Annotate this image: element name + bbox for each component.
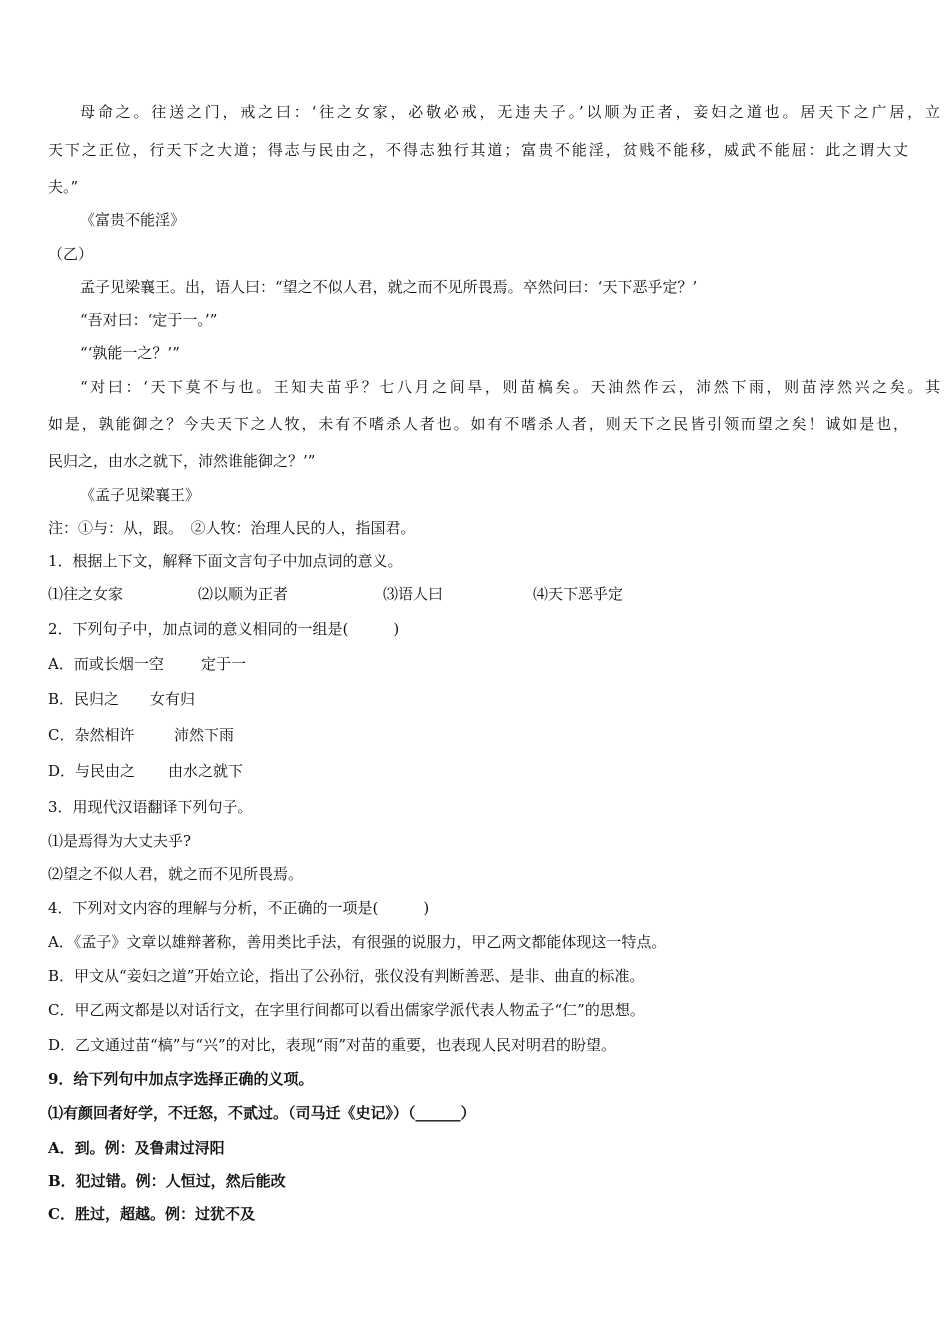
passage-yi-line-4: “对曰：‘天下莫不与也。王知夫苗乎？七八月之间旱，则苗槁矣。天油然作云，沛然下雨，则苗浡然兴之矣。其 — [80, 378, 940, 396]
passage-yi-line-1: 孟子见梁襄王。出，语人曰：“望之不似人君，就之而不见所畏焉。卒然问曰：‘天下恶乎定？’ — [80, 278, 698, 296]
q4-option-a: A．《孟子》文章以雄辩著称，善用类比手法，有很强的说服力，甲乙两文都能体现这一特点。 — [48, 933, 667, 951]
q3-item-2: ⑵望之不似人君，就之而不见所畏焉。 — [48, 865, 304, 883]
q1-stem: 1．根据上下文，解释下面文言句子中加点词的意义。 — [48, 552, 403, 570]
passage-yi-source: 《孟子见梁襄王》 — [80, 486, 201, 504]
q2-option-d-1: D．与民由之 — [48, 762, 136, 780]
q3-stem: 3．用现代汉语翻译下列句子。 — [48, 798, 253, 816]
passage-yi-line-5: 如是，孰能御之？今夫天下之人牧，未有不嗜杀人者也。如有不嗜杀人者，则天下之民皆引领而望之矣！诚如是也， — [48, 415, 908, 433]
q4-option-b: B．甲文从“妾妇之道”开始立论，指出了公孙衍，张仪没有判断善恶、是非、曲直的标准。 — [48, 967, 645, 985]
q2-option-d-2: 由水之就下 — [168, 762, 244, 780]
q1-item-1: ⑴往之女家 — [48, 585, 124, 603]
passage-jia-line-2: 天下之正位，行天下之大道；得志与民由之，不得志独行其道；富贵不能淫，贫贱不能移，威武不能屈：此之谓大丈 — [48, 141, 908, 159]
passage-jia-source: 《富贵不能淫》 — [80, 211, 186, 229]
q4-option-d: D．乙文通过苗“槁”与“兴”的对比，表现“雨”对苗的重要，也表现人民对明君的盼望。 — [48, 1036, 617, 1054]
q2-option-c-2: 沛然下雨 — [174, 726, 235, 744]
q9-sub-question: ⑴有颜回者好学，不迁怒，不贰过。（司马迁《史记》）（______） — [48, 1104, 476, 1122]
q9-option-b: B．犯过错。例：人恒过，然后能改 — [48, 1172, 286, 1190]
q2-option-a-1: A．而或长烟一空 — [48, 655, 164, 673]
q2-stem: 2．下列句子中，加点词的意义相同的一组是( ) — [48, 620, 400, 638]
footnote: 注：①与：从，跟。 ②人牧：治理人民的人，指国君。 — [48, 519, 416, 537]
q2-option-b-2: 女有归 — [150, 690, 196, 708]
q2-option-a-2: 定于一 — [201, 655, 247, 673]
q1-item-4: ⑷天下恶乎定 — [533, 585, 624, 603]
q2-option-b-1: B．民归之 — [48, 690, 120, 708]
passage-yi-line-3: “‘孰能一之？’” — [80, 344, 180, 362]
q4-stem: 4．下列对文内容的理解与分析，不正确的一项是( ) — [48, 899, 430, 917]
passage-jia-line-1: 母命之。往送之门，戒之曰：‘往之女家，必敬必戒，无违夫子。’以顺为正者，妾妇之道也。居天下之广居，立 — [80, 103, 940, 121]
q2-option-c-1: C．杂然相许 — [48, 726, 135, 744]
q9-option-a: A．到。例：及鲁肃过浔阳 — [48, 1139, 225, 1157]
passage-yi-line-2: “吾对曰：‘定于一。’” — [80, 311, 218, 329]
passage-jia-line-3: 夫。” — [48, 178, 79, 196]
q3-item-1: ⑴是焉得为大丈夫乎? — [48, 832, 192, 850]
q9-option-c: C．胜过，超越。例：过犹不及 — [48, 1205, 255, 1223]
passage-yi-label: （乙） — [48, 245, 94, 263]
q1-item-2: ⑵以顺为正者 — [198, 585, 289, 603]
q4-option-c: C．甲乙两文都是以对话行文，在字里行间都可以看出儒家学派代表人物孟子“仁”的思想。 — [48, 1001, 645, 1019]
q9-stem: 9．给下列句中加点字选择正确的义项。 — [48, 1070, 314, 1088]
q1-item-3: ⑶语人曰 — [383, 585, 444, 603]
passage-yi-line-6: 民归之，由水之就下，沛然谁能御之？’” — [48, 452, 316, 470]
